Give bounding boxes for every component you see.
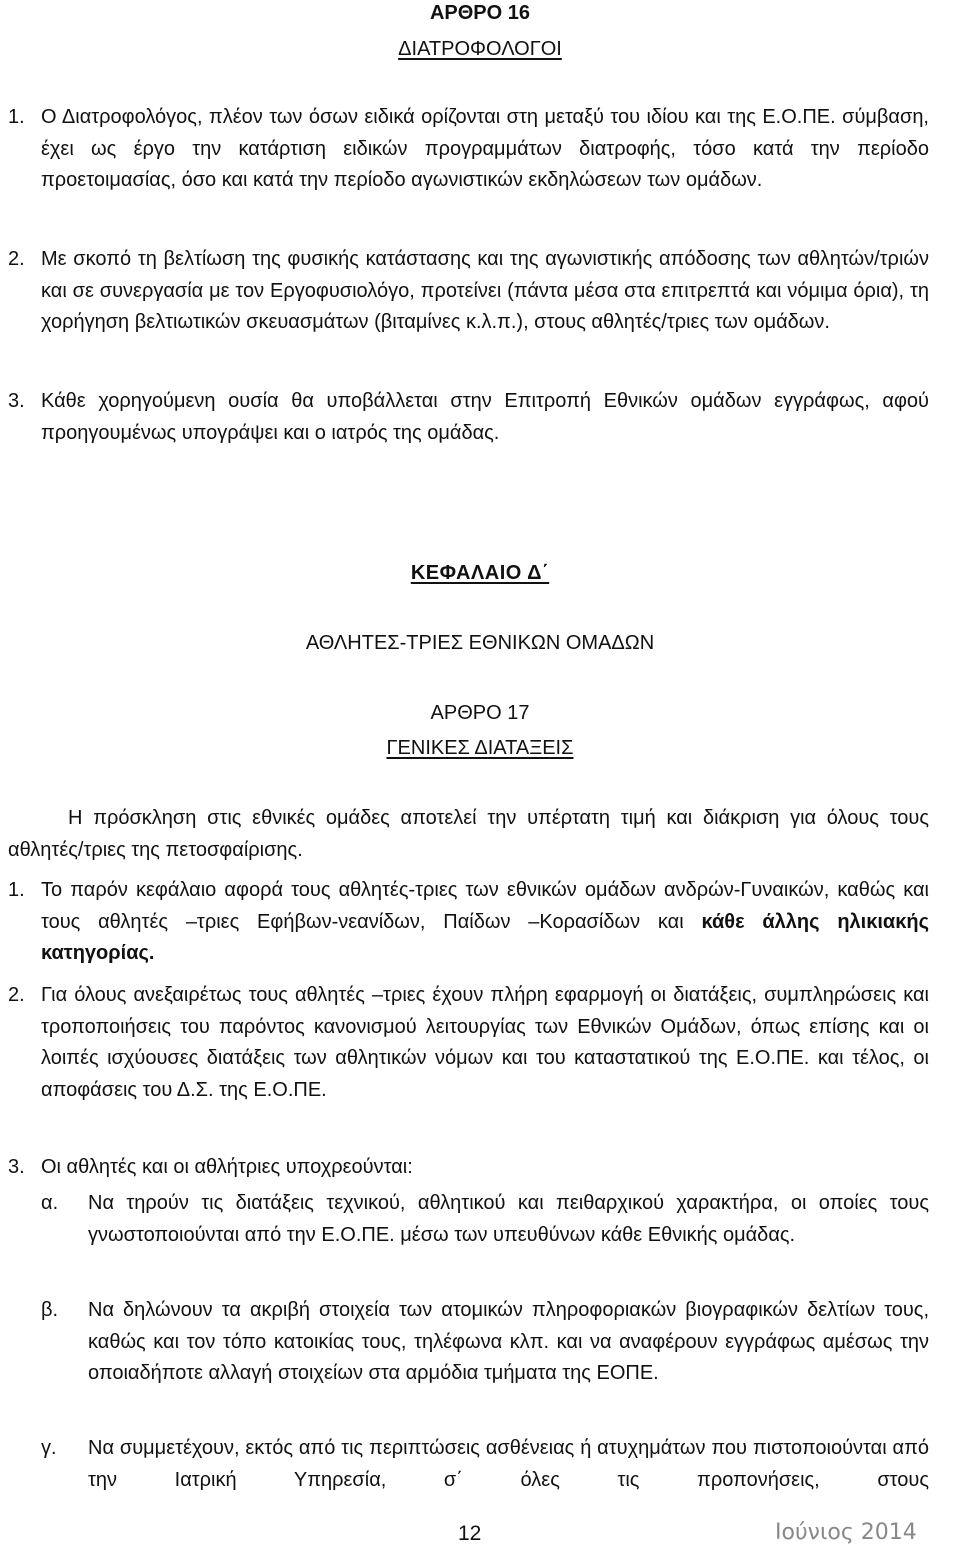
article17-item2-text: Για όλους ανεξαιρέτως τους αθλητές –τριες έχουν πλήρη εφαρμογή οι διατάξεις, συμπληρώσεις και τροποποιήσεις του παρόντος κανονισμού λειτουργίας των Εθνικών Ομάδων, όπως επίσης και οι λοιπές ισχύουσες διατάξεις των αθλητικών νόμων και του καταστατικού της Ε.Ο.ΠΕ. και τέλος, οι αποφάσεις του Δ.Σ. της Ε.Ο.ΠΕ.: [41, 984, 929, 1101]
article17-heading: ΑΡΘΡΟ 17: [430, 702, 530, 724]
footer-date: Ιούνιος 2014: [775, 1520, 917, 1545]
article17-item3-text: Οι αθλητές και οι αθλήτριες υποχρεούνται:: [41, 1156, 413, 1178]
article17-item1: [41, 875, 929, 970]
article16-item2-number: 2.: [8, 248, 25, 270]
subitem-b-text: Να δηλώνουν τα ακριβή στοιχεία των ατομικών πληροφοριακών βιογραφικών δελτίων τους, καθώς και τον τόπο κατοικίας τους, τηλέφωνα κλπ. και να αναφέρουν εγγράφως αμέσως την οποιαδήποτε αλλαγή στοιχείων στα αρμόδια τμήματα της ΕΟΠΕ.: [88, 1299, 929, 1385]
article16-item3-text: Κάθε χορηγούμενη ουσία θα υποβάλλεται στην Επιτροπή Εθνικών ομάδων εγγράφως, αφού προηγουμένως υπογράψει και ο ιατρός της ομάδας.: [41, 390, 929, 444]
article16-heading: ΑΡΘΡΟ 16: [429, 2, 531, 24]
article17-subheading: ΓΕΝΙΚΕΣ ΔΙΑΤΑΞΕΙΣ: [386, 737, 574, 759]
article17-item1-bold-text: κάθε άλλης ηλικιακής κατηγορίας.: [41, 910, 929, 965]
subitem-a-letter: α.: [41, 1192, 59, 1214]
article17-item1-number: 1.: [8, 879, 25, 901]
article16-item2-text: Με σκοπό τη βελτίωση της φυσικής κατάστασης και της αγωνιστικής απόδοσης των αθλητών/τριών και σε συνεργασία με τον Εργοφυσιολόγο, προτείνει (πάντα μέσα στα επιτρεπτά και νόμιμα όρια), τη χορήγηση βελτιωτικών σκευασμάτων (βιταμίνες κ.λ.π.), στους αθλητές/τριες των ομάδων.: [41, 248, 929, 334]
article17-item1-text: Το παρόν κεφάλαιο αφορά τους αθλητές-τριες των εθνικών ομάδων ανδρών-Γυναικών, καθώς και τους αθλητές –τριες Εφήβων-νεανίδων, Παίδων –Κορασίδων και: [41, 879, 929, 933]
chapter-title: ΚΕΦΑΛΑΙΟ Δ΄: [410, 562, 550, 584]
article16-subheading: ΔΙΑΤΡΟΦΟΛΟΓΟΙ: [398, 38, 562, 60]
article16-item3-number: 3.: [8, 390, 25, 412]
article16-item1-text: Ο Διατροφολόγος, πλέον των όσων ειδικά ορίζονται στη μεταξύ του ιδίου και της Ε.Ο.ΠΕ. σύμβαση, έχει ως έργο την κατάρτιση ειδικών προγραμμάτων διατροφής, τόσο κατά την περίοδο προετοιμασίας, όσο και κατά την περίοδο αγωνιστικών εκδηλώσεων των ομάδων.: [41, 106, 929, 192]
article16-item1-number: 1.: [8, 106, 25, 128]
article17-item2-number: 2.: [8, 984, 25, 1006]
subitem-a-text: Να τηρούν τις διατάξεις τεχνικού, αθλητικού και πειθαρχικού χαρακτήρα, οι οποίες τους γνωστοποιούνται από την Ε.Ο.ΠΕ. μέσω των υπευθύνων κάθε Εθνικής ομάδας.: [88, 1192, 929, 1246]
subitem-b-letter: β.: [41, 1299, 59, 1321]
article17-intro: Η πρόσκληση στις εθνικές ομάδες αποτελεί την υπέρτατη τιμή και διάκριση για όλους τους αθλητές/τριες της πετοσφαίρισης.: [8, 807, 929, 861]
subitem-c-text: Να συμμετέχουν, εκτός από τις περιπτώσεις ασθένειας ή ατυχημάτων που πιστοποιούνται από την Ιατρική Υπηρεσία, σ΄ όλες τις προπονήσεις, στους: [88, 1437, 929, 1491]
subitem-c-letter: γ.: [41, 1437, 57, 1459]
chapter-subtitle: ΑΘΛΗΤΕΣ-ΤΡΙΕΣ ΕΘΝΙΚΩΝ ΟΜΑΔΩΝ: [305, 632, 655, 654]
page-number: 12: [458, 1522, 482, 1545]
article17-item3-number: 3.: [8, 1156, 25, 1178]
